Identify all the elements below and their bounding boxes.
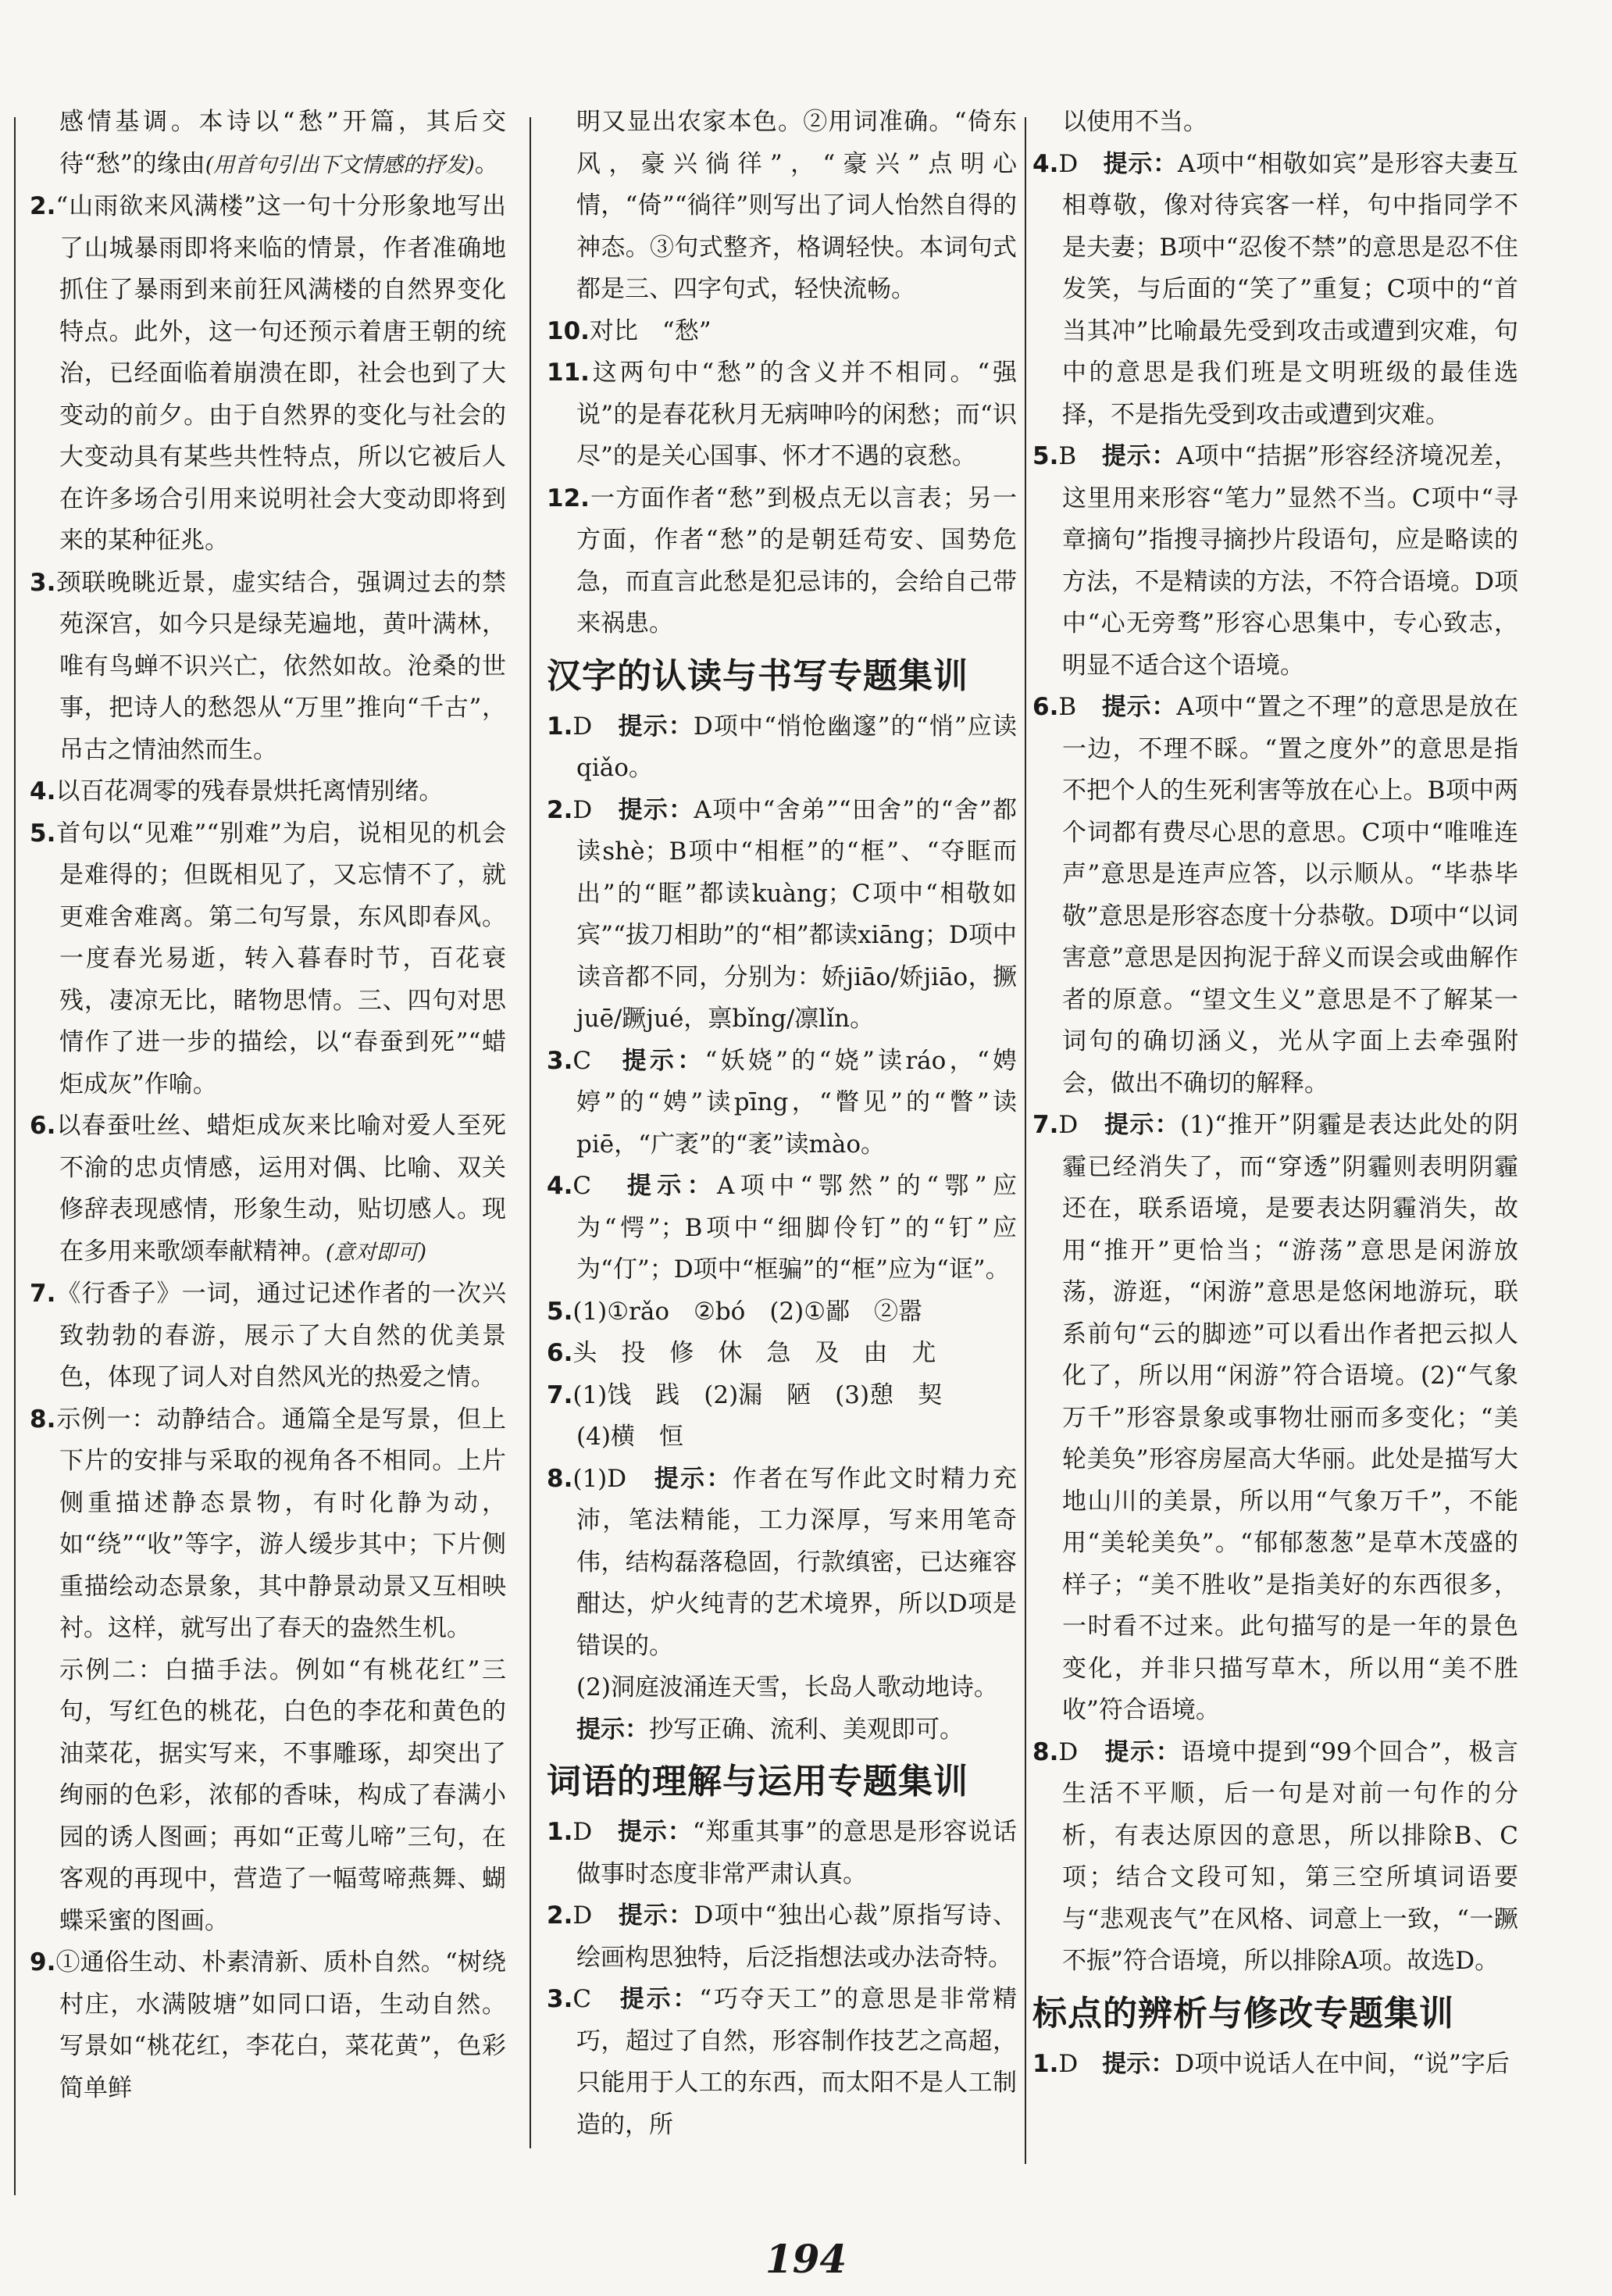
answer-item: 2.D 提示：A项中“舍弟”“田舍”的“舍”都读shè；B项中“相框”的“框”、“夺眶而出”的“眶”都读kuàng；C项中“相敬如宾”“拔刀相助”的“相”都读xiāng；D项中读音都不同，分别为：娇jiāo/娇jiāo，撅juē/蹶jué，禀bǐng/凛lǐn。	[547, 795, 1018, 1033]
paragraph: 以使用不当。	[1062, 108, 1207, 136]
answer-item: 5.B 提示：A项中“拮据”形容经济境况差，这里用来形容“笔力”显然不当。C项中“寻章摘句”指搜寻摘抄片段语句，应是略读的方法，不是精读的方法，不符合语境。D项中“心无旁骛”形容心思集中，专心致志，明显不适合这个语境。	[1032, 442, 1519, 680]
answer-item: 3.C 提示：“妖娆”的“娆”读ráo，“娉婷”的“娉”读pīng，“瞥见”的“瞥”读piē，“广袤”的“袤”读mào。	[547, 1046, 1017, 1159]
section-title: 标点的辨析与修改专题集训	[1032, 1993, 1454, 2034]
answer-item: 6.以春蚕吐丝、蜡炬成灰来比喻对爱人至死不渝的忠贞情感，运用对偶、比喻、双关修辞表现感情，形象生动，贴切感人。现在多用来歌颂奉献精神。(意对即可)	[30, 1112, 506, 1266]
answer-item: 7.D 提示：(1)“推开”阴霾是表达此处的阴霾已经消失了，而“穿透”阴霾则表明阴霾还在，联系语境，是要表达阴霾消失，故用“推开”更恰当；“游荡”意思是闲游放荡，游逛，“闲游”意思是悠闲地游玩，联系前句“云的脚迹”可以看出作者把云拟人化了，所以用“闲游”符合语境。(2)“气象万千”形容景象或事物壮丽而多变化；“美轮美奂”形容房屋高大华丽。此处是描写大地山川的美景，所以用“气象万千”，不能用“美轮美奂”。“郁郁葱葱”是草木茂盛的样子；“美不胜收”是指美好的东西很多，一时看不过来。此句描写的是一年的景色变化，并非只描写草木，所以用“美不胜收”符合语境。	[1032, 1111, 1519, 1724]
answer-item: 8.示例一：动静结合。通篇全是写景，但上下片的安排与采取的视角各不相同。上片侧重描述静态景物，有时化静为动，如“绕”“收”等字，游人缓步其中；下片侧重描绘动态景象，其中静景动景又互相映衬。这样，就写出了春天的盎然生机。	[30, 1405, 506, 1642]
paragraph: (2)洞庭波涌连天雪，长岛人歌动地诗。	[576, 1673, 998, 1701]
answer-item: 6.头 投 修 休 急 及 由 尤	[547, 1339, 936, 1367]
paragraph: 感情基调。本诗以“愁”开篇，其后交待“愁”的缘由(用首句引出下文情感的抒发)。	[59, 108, 506, 178]
answer-item: 2.D 提示：D项中“独出心裁”原指写诗、绘画构思独特，后泛指想法或办法奇特。	[547, 1901, 1017, 1972]
answer-item: 4.C 提示：A项中“鄂然”的“鄂”应为“愕”；B项中“细脚伶钉”的“钉”应为“仃”；D项中“框骗”的“框”应为“诓”。	[547, 1172, 1018, 1284]
answer-item: 7.《行香子》一词，通过记述作者的一次兴致勃勃的春游，展示了大自然的优美景色，体现了词人对自然风光的热爱之情。	[30, 1280, 506, 1391]
paragraph: 示例二：白描手法。例如“有桃花红”三句，写红色的桃花，白色的李花和黄色的油菜花，据实写来，不事雕琢，却突出了绚丽的色彩，浓郁的香味，构成了春满小园的诱人图画；再如“正莺儿啼”三句，在客观的再现中，营造了一幅莺啼燕舞、蝴蝶采蜜的图画。	[59, 1655, 506, 1935]
column-middle	[547, 102, 1017, 2146]
section-title: 词语的理解与运用专题集训	[547, 1762, 968, 1801]
answer-item: 4.以百花凋零的残春景烘托离情别绪。	[30, 777, 444, 805]
page-number: 194	[765, 2236, 847, 2282]
answer-item: 10.对比 “愁”	[547, 316, 711, 345]
answer-item: 3.颈联晚眺近景，虚实结合，强调过去的禁苑深宫，如今只是绿芜遍地，黄叶满林，唯有鸟蝉不识兴亡，依然如故。沧桑的世事，把诗人的愁怨从“万里”推向“千古”，吊古之情油然而生。	[30, 568, 506, 764]
answer-item: 3.C 提示：“巧夺天工”的意思是非常精巧，超过了自然，形容制作技艺之高超，只能用于人工的东西，而太阳不是人工制造的，所	[547, 1985, 1018, 2139]
column-rule-middle	[530, 117, 531, 2148]
paragraph: 提示：抄写正确、流利、美观即可。	[576, 1715, 964, 1744]
answer-item: 1.D 提示：“郑重其事”的意思是形容说话做事时态度非常严肃认真。	[547, 1818, 1018, 1888]
answer-item: 8.D 提示：语境中提到“99个回合”，极言生活不平顺，后一句是对前一句作的分析，有表达原因的意思，所以排除B、C项；结合文段可知，第三空所填词语要与“悲观丧气”在风格、词意上一致，“一蹶不振”符合语境，所以排除A项。故选D。	[1032, 1737, 1518, 1975]
answer-item: 12.一方面作者“愁”到极点无以言表；另一方面，作者“愁”的是朝廷苟安、国势危急，而直言此愁是犯忌讳的，会给自己带来祸患。	[547, 484, 1017, 637]
answer-item: 1.D 提示：D项中“悄怆幽邃”的“悄”应读qiǎo。	[547, 712, 1018, 782]
answer-item: 7.(1)饯 践 (2)漏 陋 (3)憩 契	[547, 1380, 943, 1409]
paragraph: (4)横 恒	[576, 1423, 683, 1451]
answer-item: 9.①通俗生动、朴素清新、质朴自然。“树绕村庄，水满陂塘”如同口语，生动自然。写景如“桃花红，李花白，菜花黄”，色彩简单鲜	[30, 1948, 506, 2102]
column-rule-left	[14, 117, 16, 2195]
answer-item: 5.首句以“见难”“别难”为启，说相见的机会是难得的；但既相见了，又忘情不了，就更难舍难离。第二句写景，东风即春风。一度春光易逝，转入暮春时节，百花衰残，凄凉无比，睹物思情。三、四句对思情作了进一步的描绘，以“春蚕到死”“蜡炬成灰”作喻。	[30, 819, 506, 1098]
answer-item: 1.D 提示：D项中说话人在中间，“说”字后	[1032, 2049, 1510, 2078]
section-title: 汉字的认读与书写专题集训	[547, 655, 968, 696]
column-rule-right	[1025, 117, 1026, 2164]
paragraph: 明又显出农家本色。②用词准确。“倚东风，豪兴徜徉”，“豪兴”点明心情，“倚”“徜徉”则写出了词人怡然自得的神态。③句式整齐，格调轻快。本词句式都是三、四字句式，轻快流畅。	[576, 108, 1017, 303]
answer-item: 5.(1)①rǎo ②bó (2)①鄙 ②嚣	[547, 1297, 923, 1326]
column-right	[1032, 102, 1518, 2085]
column-left	[30, 102, 506, 2109]
answer-item: 4.D 提示：A项中“相敬如宾”是形容夫妻互相尊敬，像对待宾客一样，句中指同学不是夫妻；B项中“忍俊不禁”的意思是忍不住发笑，与后面的“笑了”重复；C项中的“首当其冲”比喻最先受到攻击或遭到灾难，句中的意思是我们班是文明班级的最佳选择，不是指先受到攻击或遭到灾难。	[1032, 149, 1519, 429]
answer-item: 6.B 提示：A项中“置之不理”的意思是放在一边，不理不睬。“置之度外”的意思是指不把个人的生死利害等放在心上。B项中两个词都有费尽心思的意思。C项中“唯唯连声”意思是连声应答，以示顺从。“毕恭毕敬”意思是形容态度十分恭敬。D项中“以词害意”意思是因拘泥于辞义而误会或曲解作者的原意。“望文生义”意思是不了解某一词句的确切涵义，光从字面上去牵强附会，做出不确切的解释。	[1032, 693, 1519, 1098]
answer-item: 8.(1)D 提示：作者在写作此文时精力充沛，笔法精能，工力深厚，写来用笔奇伟，结构磊落稳固，行款缜密，已达雍容酣达，炉火纯青的艺术境界，所以D项是错误的。	[547, 1464, 1018, 1660]
answer-item: 11.这两句中“愁”的含义并不相同。“强说”的是春花秋月无病呻吟的闲愁；而“识尽”的是关心国事、怀才不遇的哀愁。	[547, 359, 1017, 470]
answer-item: 2.“山雨欲来风满楼”这一句十分形象地写出了山城暴雨即将来临的情景，作者准确地抓住了暴雨到来前狂风满楼的自然界变化特点。此外，这一句还预示着唐王朝的统治，已经面临着崩溃在即，社会也到了大变动的前夕。由于自然界的变化与社会的大变动具有某些共性特点，所以它被后人在许多场合引用来说明社会大变动即将到来的某种征兆。	[30, 192, 506, 555]
